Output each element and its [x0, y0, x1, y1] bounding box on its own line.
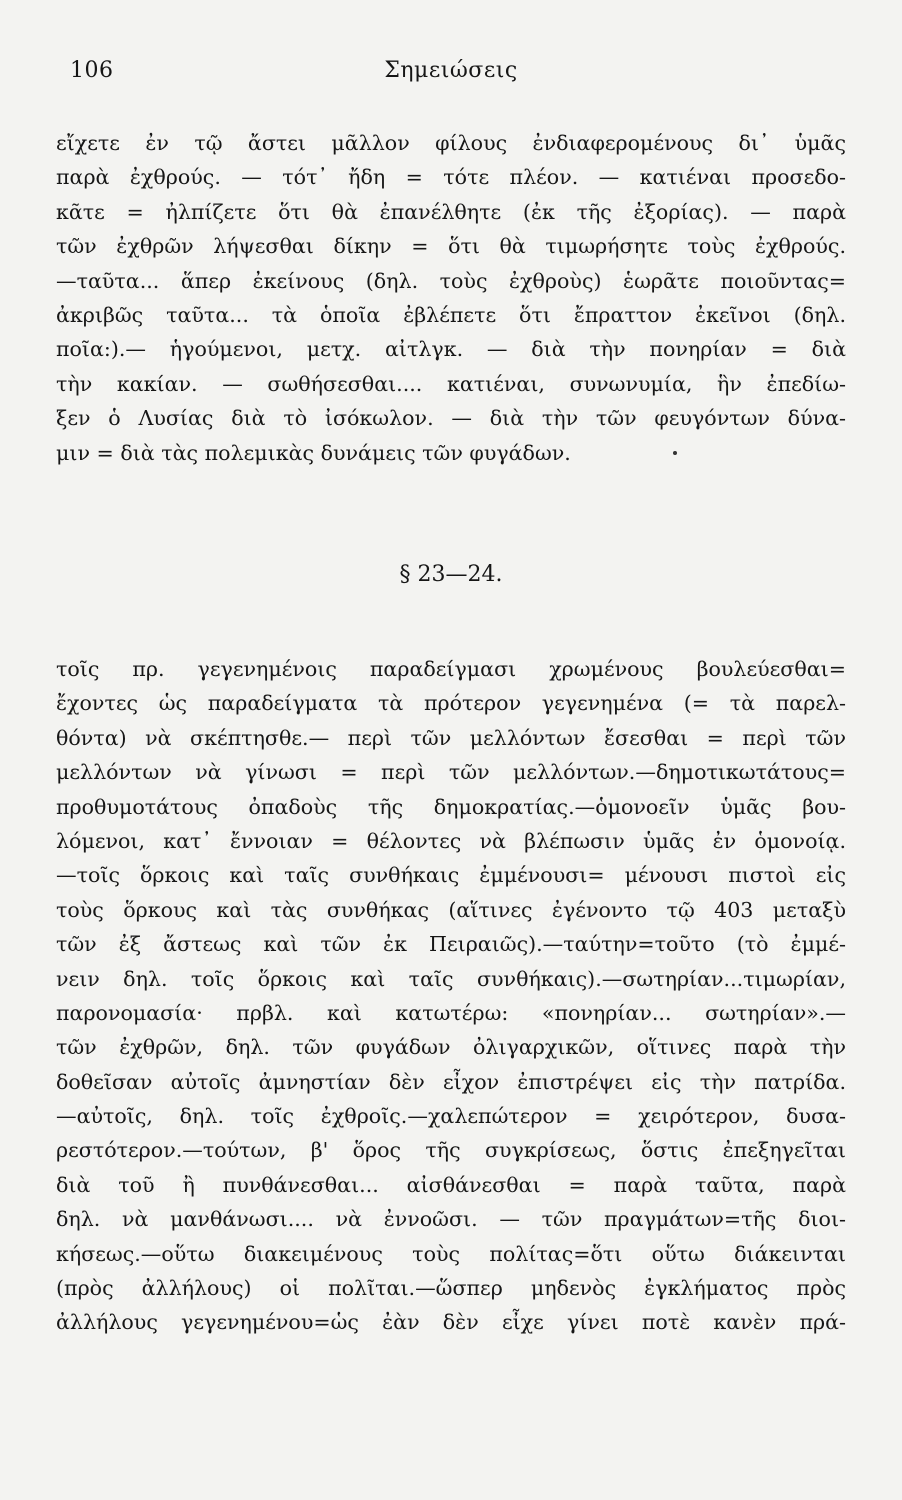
running-title: Σημειώσεις — [384, 58, 518, 83]
ink-speck — [673, 451, 677, 455]
notes-block-bottom — [56, 652, 846, 1340]
text-line: παρονομασία· πρβλ. καὶ κατωτέρω: «πονηρίαν... σωτηρίαν».— — [56, 1000, 846, 1025]
text-line: κᾶτε = ἠλπίζετε ὅτι θὰ ἐπανέλθητε (ἐκ τῆς ἐξορίας). — παρὰ — [56, 199, 846, 224]
text-line: εἴχετε ἐν τῷ ἄστει μᾶλλον φίλους ἐνδιαφερομένους δι᾽ ὑμᾶς — [56, 131, 846, 155]
text-line: κήσεως.—οὕτω διακειμένους τοὺς πολίτας=ὅτι οὕτω διάκεινται — [56, 1241, 846, 1266]
text-line: τοὺς ὅρκους καὶ τὰς συνθήκας (αἵτινες ἐγένοντο τῷ 403 μεταξὺ — [56, 897, 846, 922]
page-number: 106 — [70, 58, 114, 83]
text-line: ξεν ὁ Λυσίας διὰ τὸ ἰσόκωλον. — διὰ τὴν τῶν φευγόντων δύνα- — [56, 406, 846, 431]
text-line: διὰ τοῦ ἢ πυνθάνεσθαι... αἰσθάνεσθαι = παρὰ ταῦτα, παρὰ — [56, 1172, 846, 1197]
text-line: ἀκριβῶς ταῦτα... τὰ ὁποῖα ἐβλέπετε ὅτι ἔπραττον ἐκεῖνοι (δηλ. — [56, 302, 846, 327]
text-line: ρεστότερον.—τούτων, β' ὅρος τῆς συγκρίσεως, ὅστις ἐπεξηγεῖται — [56, 1138, 846, 1163]
text-line: τῶν ἐξ ἄστεως καὶ τῶν ἐκ Πειραιῶς).—ταύτην=τοῦτο (τὸ ἐμμέ- — [56, 932, 846, 957]
text-line: τοῖς πρ. γεγενημένοις παραδείγμασι χρωμένους βουλεύεσθαι= — [56, 657, 846, 681]
text-line: ἀλλήλους γεγενημένου=ὡς ἐὰν δὲν εἶχε γίνει ποτὲ κανὲν πρά- — [56, 1310, 846, 1335]
text-line: τὴν κακίαν. — σωθήσεσθαι.... κατιέναι, συνωνυμία, ἣν ἐπεδίω- — [56, 371, 846, 396]
text-line: δηλ. νὰ μανθάνωσι.... νὰ ἐννοῶσι. — τῶν πραγμάτων=τῆς διοι- — [56, 1207, 846, 1232]
text-line: λόμενοι, κατ᾽ ἔννοιαν = θέλοντες νὰ βλέπωσιν ὑμᾶς ἐν ὁμονοίᾳ. — [56, 828, 846, 853]
text-line: —τοῖς ὅρκοις καὶ ταῖς συνθήκαις ἐμμένουσι= μένουσι πιστοὶ εἰς — [56, 863, 846, 888]
text-line: —ταῦτα... ἅπερ ἐκείνους (δηλ. τοὺς ἐχθροὺς) ἑωρᾶτε ποιοῦντας= — [56, 268, 846, 293]
section-heading: § 23—24. — [399, 562, 503, 587]
text-line: —αὐτοῖς, δηλ. τοῖς ἐχθροῖς.—χαλεπώτερον = χειρότερον, δυσα- — [56, 1104, 846, 1129]
text-line: θόντα) νὰ σκέπτησθε.— περὶ τῶν μελλόντων ἔσεσθαι = περὶ τῶν — [56, 725, 846, 750]
text-line: παρὰ ἐχθρούς. — τότ᾽ ἤδη = τότε πλέον. — κατιέναι προσεδο- — [56, 165, 846, 190]
text-line: μιν = διὰ τὰς πολεμικὰς δυνάμεις τῶν φυγάδων. — [56, 440, 571, 465]
text-line: τῶν ἐχθρῶν, δηλ. τῶν φυγάδων ὀλιγαρχικῶν, οἵτινες παρὰ τὴν — [56, 1035, 846, 1060]
text-line: (πρὸς ἀλλήλους) οἱ πολῖται.—ὥσπερ μηδενὸς ἐγκλήματος πρὸς — [56, 1276, 846, 1301]
text-line: δοθεῖσαν αὐτοῖς ἀμνηστίαν δὲν εἶχον ἐπιστρέψει εἰς τὴν πατρίδα. — [56, 1069, 846, 1094]
notes-block-top — [56, 126, 846, 470]
text-line: τῶν ἐχθρῶν λήψεσθαι δίκην = ὅτι θὰ τιμωρήσητε τοὺς ἐχθρούς. — [56, 234, 846, 259]
text-line: προθυμοτάτους ὀπαδοὺς τῆς δημοκρατίας.—ὁμονοεῖν ὑμᾶς βου- — [56, 794, 846, 819]
text-line: ἔχοντες ὡς παραδείγματα τὰ πρότερον γεγενημένα (= τὰ παρελ- — [56, 691, 846, 716]
text-line: μελλόντων νὰ γίνωσι = περὶ τῶν μελλόντων.—δημοτικωτάτους= — [56, 760, 846, 785]
text-line: νειν δηλ. τοῖς ὅρκοις καὶ ταῖς συνθήκαις).—σωτηρίαν...τιμωρίαν, — [56, 966, 846, 991]
text-line: ποῖα:).— ἡγούμενοι, μετχ. αἰτλγκ. — διὰ τὴν πονηρίαν = διὰ — [56, 337, 846, 362]
